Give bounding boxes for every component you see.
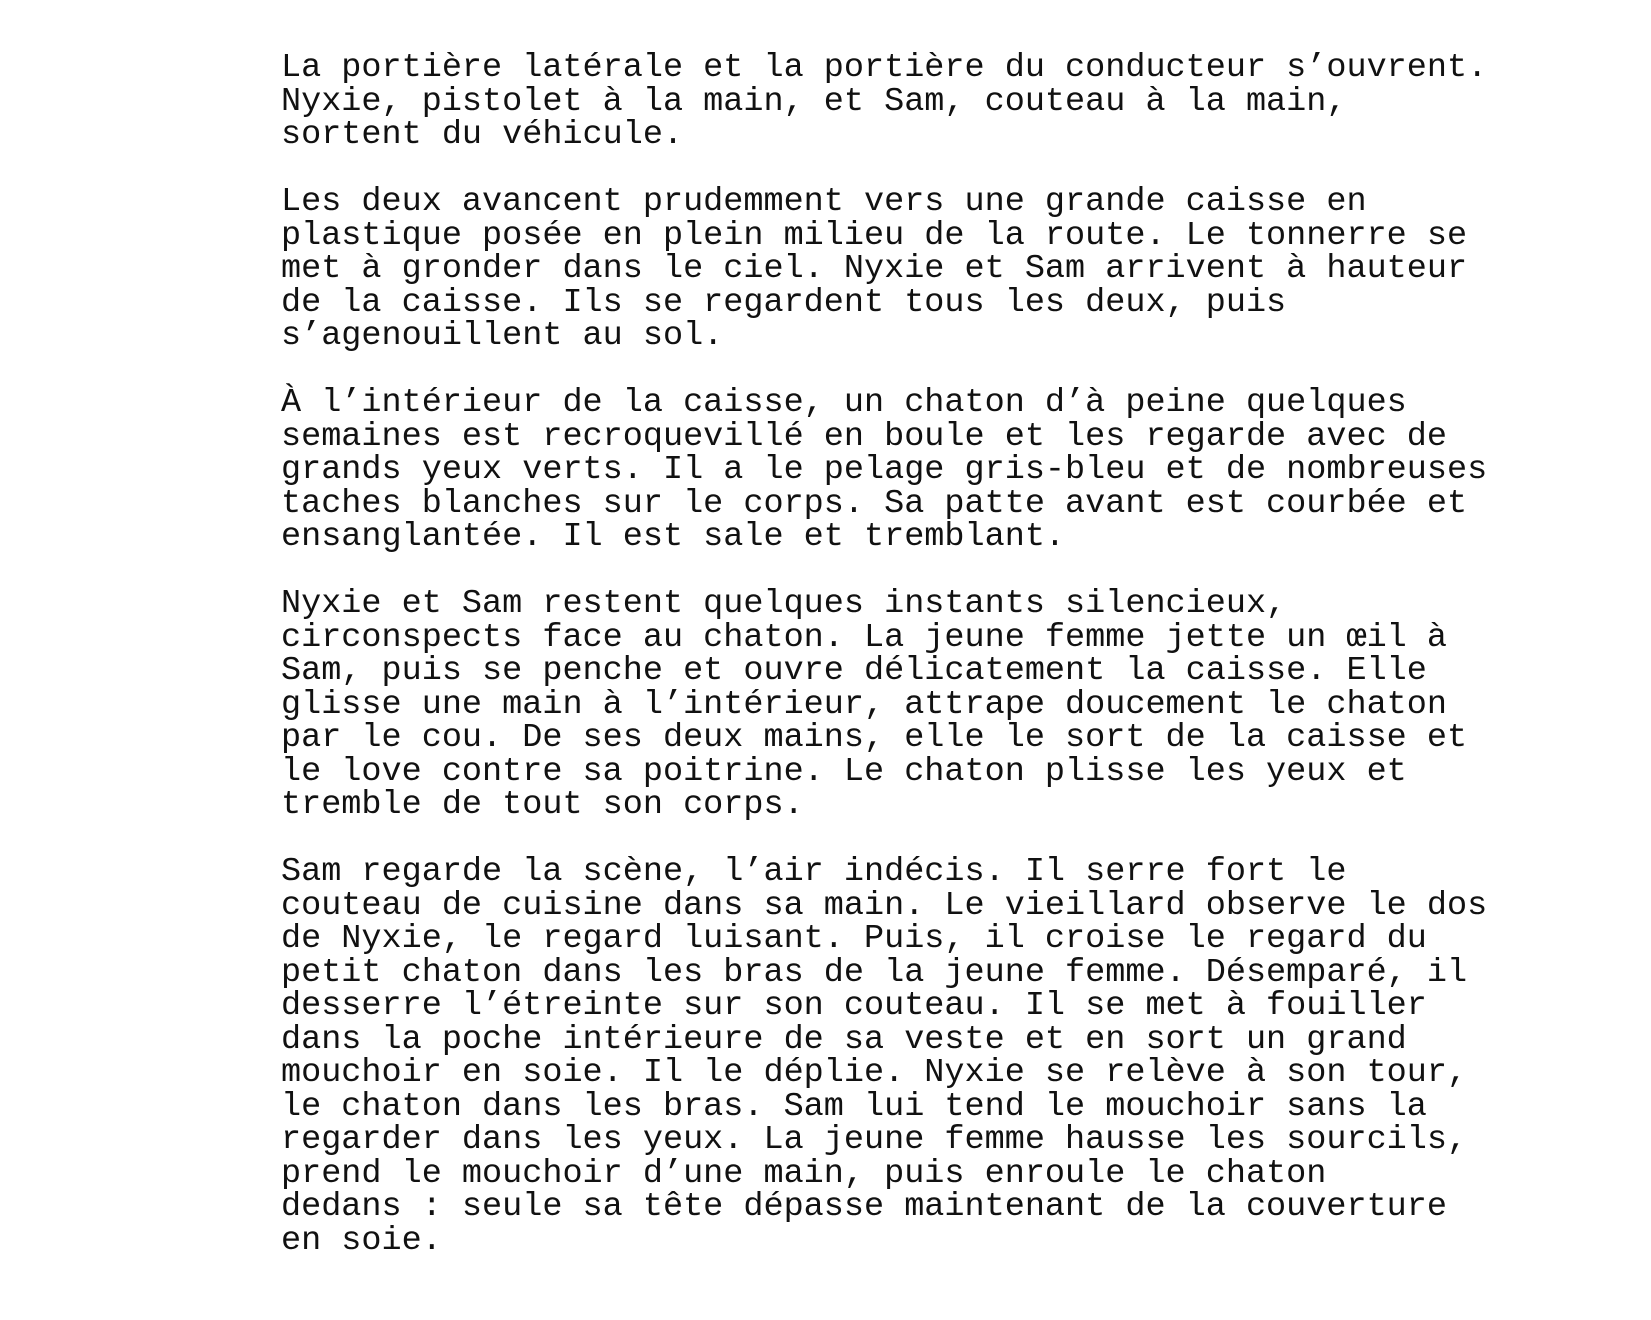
- script-body: [281, 49, 1621, 1292]
- text-line: en soie.: [281, 1221, 442, 1260]
- action-paragraph-5: [281, 853, 1621, 1260]
- text-line: par le cou. De ses deux mains, elle le sort de la caisse et: [281, 719, 1468, 757]
- text-line: plastique posée en plein milieu de la route. Le tonnerre se: [281, 216, 1468, 255]
- text-line: Sam, puis se penche et ouvre délicatement la caisse. Elle: [281, 652, 1427, 690]
- action-paragraph-3: [281, 384, 1621, 556]
- text-line: regarder dans les yeux. La jeune femme hausse les sourcils,: [281, 1121, 1468, 1159]
- action-paragraph-4: [281, 585, 1621, 824]
- text-line: de Nyxie, le regard luisant. Puis, il croise le regard du: [281, 920, 1427, 958]
- text-line: Sam regarde la scène, l’air indécis. Il serre fort le: [281, 853, 1347, 891]
- action-paragraph-2: [281, 183, 1621, 355]
- text-line: circonspects face au chaton. La jeune femme jette un œil à: [281, 618, 1447, 657]
- text-line: couteau de cuisine dans sa main. Le vieillard observe le dos: [281, 886, 1488, 925]
- text-line: sortent du véhicule.: [281, 116, 684, 154]
- text-line: de la caisse. Ils se regardent tous les deux, puis: [281, 283, 1287, 322]
- text-line: À l’intérieur de la caisse, un chaton d’à peine quelques: [281, 384, 1407, 422]
- text-line: Nyxie, pistolet à la main, et Sam, couteau à la main,: [281, 82, 1347, 121]
- text-line: tremble de tout son corps.: [281, 786, 804, 824]
- text-line: petit chaton dans les bras de la jeune femme. Désemparé, il: [281, 953, 1468, 992]
- text-line: ensanglantée. Il est sale et tremblant.: [281, 518, 1066, 556]
- text-line: dans la poche intérieure de sa veste et en sort un grand: [281, 1020, 1407, 1059]
- text-line: desserre l’étreinte sur son couteau. Il se met à fouiller: [281, 987, 1427, 1025]
- text-line: grands yeux verts. Il a le pelage gris-bleu et de nombreuses: [281, 451, 1488, 489]
- action-paragraph-1: [281, 49, 1621, 154]
- text-line: Nyxie et Sam restent quelques instants silencieux,: [281, 585, 1287, 623]
- text-line: mouchoir en soie. Il le déplie. Nyxie se relève à son tour,: [281, 1054, 1468, 1092]
- text-line: le love contre sa poitrine. Le chaton plisse les yeux et: [281, 752, 1407, 791]
- text-line: taches blanches sur le corps. Sa patte avant est courbée et: [281, 484, 1468, 523]
- text-line: prend le mouchoir d’une main, puis enroule le chaton: [281, 1154, 1327, 1193]
- text-line: La portière latérale et la portière du conducteur s’ouvrent.: [281, 49, 1488, 87]
- text-line: met à gronder dans le ciel. Nyxie et Sam arrivent à hauteur: [281, 250, 1468, 288]
- text-line: semaines est recroquevillé en boule et les regarde avec de: [281, 417, 1447, 456]
- text-line: dedans : seule sa tête dépasse maintenant de la couverture: [281, 1188, 1447, 1226]
- text-line: glisse une main à l’intérieur, attrape doucement le chaton: [281, 685, 1447, 724]
- text-line: Les deux avancent prudemment vers une grande caisse en: [281, 183, 1367, 221]
- text-line: s’agenouillent au sol.: [281, 317, 724, 355]
- text-line: le chaton dans les bras. Sam lui tend le mouchoir sans la: [281, 1087, 1427, 1126]
